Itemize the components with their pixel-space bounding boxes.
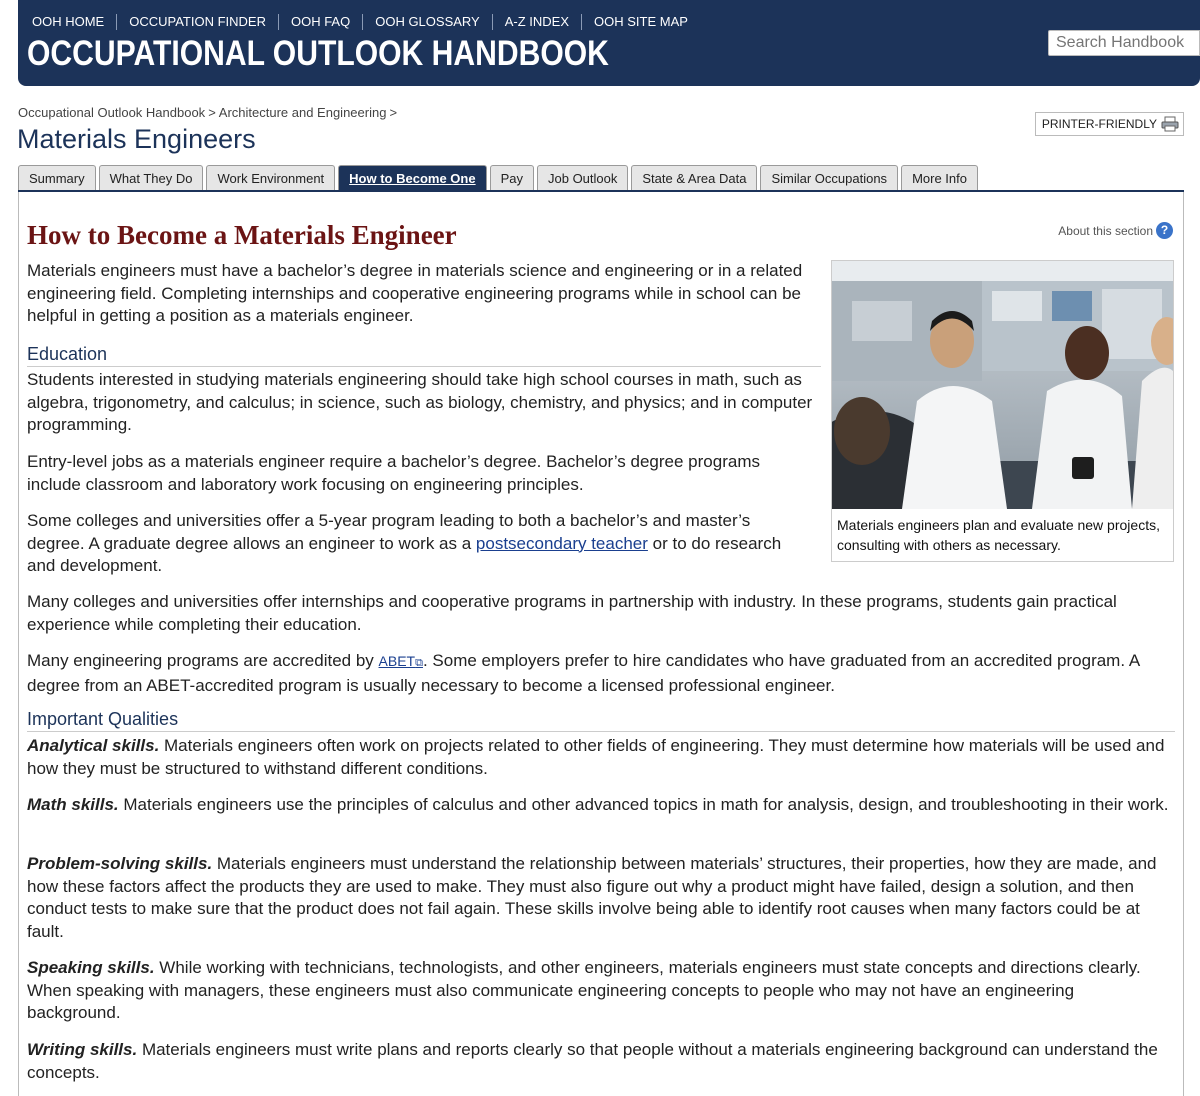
breadcrumb-separator: >: [208, 105, 216, 120]
breadcrumb-link-architecture[interactable]: Architecture and Engineering: [218, 105, 387, 120]
tab-work-environment[interactable]: Work Environment: [206, 165, 335, 191]
nav-ooh-site-map[interactable]: OOH SITE MAP: [581, 14, 700, 30]
help-icon: ?: [1156, 222, 1173, 239]
about-this-section-label: About this section: [1058, 223, 1153, 238]
figure: [831, 260, 1174, 562]
intro-paragraph: Materials engineers must have a bachelor’s degree in materials science and engineering or in a related engineering field. Completing internships and cooperative engineering programs while in school can be helpful in getting a position as a materials engineer.: [27, 261, 803, 326]
quality-problem-solving: [27, 853, 1172, 943]
tab-what-they-do[interactable]: What They Do: [99, 165, 204, 191]
important-qualities-heading: Important Qualities: [27, 709, 1175, 732]
quality-term: Writing skills.: [27, 1040, 138, 1059]
quality-text: Materials engineers often work on projects related to other fields of engineering. They must determine how materials will be used and how they must be structured to withstand different conditions.: [27, 736, 1165, 778]
education-paragraph-3: [27, 510, 807, 578]
education-paragraph-5-text: Many engineering programs are accredited by: [27, 651, 379, 670]
postsecondary-teacher-link[interactable]: postsecondary teacher: [475, 533, 648, 553]
quality-writing: [27, 1039, 1172, 1084]
about-this-section-link[interactable]: [1058, 222, 1173, 239]
tab-similar-occupations[interactable]: Similar Occupations: [760, 165, 898, 191]
tab-job-outlook[interactable]: Job Outlook: [537, 165, 628, 191]
quality-text: Materials engineers must write plans and reports clearly so that people without a materials engineering background can understand the concepts.: [27, 1040, 1158, 1082]
breadcrumb: [18, 105, 400, 120]
abet-link-label: ABET: [378, 653, 416, 669]
site-brand[interactable]: OCCUPATIONAL OUTLOOK HANDBOOK: [27, 34, 609, 73]
quality-text: While working with technicians, technologists, and other engineers, materials engineers must state concepts and directions clearly. When speaking with managers, these engineers must also communicate engineering concepts to people who may not have an engineering background.: [27, 958, 1141, 1023]
quality-text: Materials engineers must understand the relationship between materials’ structures, their properties, how they are made, and how these factors affect the products they are used to make. They must also figure out why a product might have failed, design a solution, and then conduct tests to make sure that the product does not fail again. These skills involve being able to identify root causes when many factors could be at fault.: [27, 854, 1157, 941]
quality-term: Problem-solving skills.: [27, 854, 213, 873]
search-input[interactable]: [1048, 30, 1200, 56]
education-paragraph-4: Many colleges and universities offer internships and cooperative programs in partnership with industry. In these programs, students gain practical experience while completing their education.: [27, 592, 1117, 634]
tab-how-to-become-one[interactable]: How to Become One: [338, 165, 486, 191]
tab-state-area-data[interactable]: State & Area Data: [631, 165, 757, 191]
nav-ooh-faq[interactable]: OOH FAQ: [278, 14, 362, 30]
quality-analytical: [27, 735, 1172, 780]
abet-link[interactable]: [379, 653, 423, 669]
education-paragraph-5-tail: . Some employers prefer to hire candidates who have graduated from an accredited program. A degree from an ABET-accredited program is usually necessary to become a licensed professional engineer.: [27, 651, 1140, 695]
nav-az-index[interactable]: A-Z INDEX: [492, 14, 581, 30]
breadcrumb-link-ooh[interactable]: Occupational Outlook Handbook: [18, 105, 206, 120]
quality-text: Materials engineers use the principles of calculus and other advanced topics in math for analysis, design, and troubleshooting in their work.: [118, 795, 1169, 814]
quality-term: Speaking skills.: [27, 958, 155, 977]
quality-term: Analytical skills.: [27, 736, 160, 755]
nav-occupation-finder[interactable]: OCCUPATION FINDER: [116, 14, 278, 30]
education-paragraph-3-tail: or to do research and development.: [27, 533, 782, 576]
printer-friendly-button[interactable]: [1035, 112, 1184, 136]
top-nav: [32, 14, 700, 30]
quality-math: [27, 794, 1172, 817]
section-title: How to Become a Materials Engineer: [27, 220, 457, 250]
education-paragraph-3-text: Some colleges and universities offer a 5-year program leading to both a bachelor’s and master’s degree. A graduate degree allows an engineer to work as a: [27, 511, 751, 553]
printer-icon: [1161, 116, 1179, 132]
nav-ooh-home[interactable]: OOH HOME: [32, 14, 105, 29]
figure-caption: Materials engineers plan and evaluate new projects, consulting with others as necessary.: [837, 517, 1160, 553]
main-content: [18, 192, 1184, 1096]
site-header: [18, 0, 1200, 86]
page-title: Materials Engineers: [17, 124, 256, 154]
nav-ooh-glossary[interactable]: OOH GLOSSARY: [362, 14, 492, 30]
tab-pay[interactable]: Pay: [490, 165, 534, 191]
section-tabs: [18, 165, 981, 191]
education-paragraph-5: [27, 650, 1175, 697]
education-paragraph-1: Students interested in studying materials engineering should take high school courses in math, such as algebra, trigonometry, and calculus; in science, such as biology, chemistry, and physics; and in computer programming.: [27, 370, 813, 435]
engineers-photo: [832, 261, 1173, 509]
tab-summary[interactable]: Summary: [18, 165, 96, 191]
breadcrumb-separator: >: [389, 105, 398, 120]
education-heading: Education: [27, 344, 821, 367]
quality-term: Math skills.: [27, 795, 119, 814]
quality-speaking: [27, 957, 1172, 1025]
printer-friendly-label: PRINTER-FRIENDLY: [1041, 117, 1157, 131]
external-link-icon: ⧉: [415, 657, 423, 669]
education-paragraph-2: Entry-level jobs as a materials engineer require a bachelor’s degree. Bachelor’s degree programs include classroom and laboratory work focusing on engineering principles.: [27, 452, 760, 494]
tab-more-info[interactable]: More Info: [901, 165, 978, 191]
